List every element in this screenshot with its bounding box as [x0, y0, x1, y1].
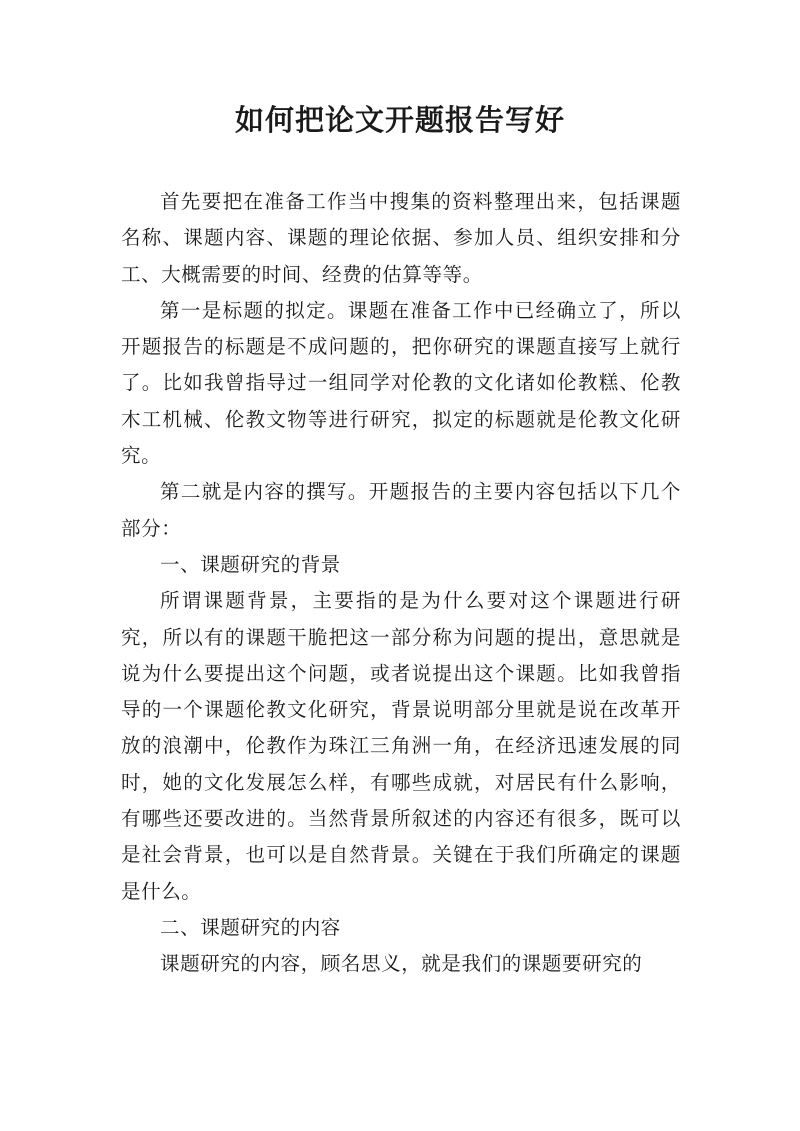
document-body — [121, 184, 681, 983]
paragraph-intro: 首先要把在准备工作当中搜集的资料整理出来，包括课题名称、课题内容、课题的理论依据、参加人员、组织安排和分工、大概需要的时间、经费的估算等等。 — [121, 190, 681, 286]
paragraph-content-writing: 第二就是内容的撰写。开题报告的主要内容包括以下几个部分： — [121, 480, 681, 540]
section-heading-content: 二、课题研究的内容 — [160, 915, 341, 939]
document-title: 如何把论文开题报告写好 — [234, 103, 565, 137]
paragraph-title-drafting: 第一是标题的拟定。课题在准备工作中已经确立了，所以开题报告的标题是不成问题的，把你研究的课题直接写上就行了。比如我曾指导过一组同学对伦教的文化诸如伦教糕、伦教木工机械、伦教文物等进行研究，拟定的标题就是伦教文化研究。 — [121, 298, 681, 468]
section-heading-background: 一、课题研究的背景 — [160, 552, 341, 576]
paragraph-background: 所谓课题背景，主要指的是为什么要对这个课题进行研究，所以有的课题干脆把这一部分称为问题的提出，意思就是说为什么要提出这个问题，或者说提出这个课题。比如我曾指导的一个课题伦教文化研究，背景说明部分里就是说在改革开放的浪潮中，伦教作为珠江三角洲一角，在经济迅速发展的同时，她的文化发展怎么样，有哪些成就，对居民有什么影响，有哪些还要改进的。当然背景所叙述的内容还有很多，既可以是社会背景，也可以是自然背景。关键在于我们所确定的课题是什么。 — [121, 589, 681, 903]
paragraph-content: 课题研究的内容，顾名思义，就是我们的课题要研究的 — [160, 952, 643, 976]
